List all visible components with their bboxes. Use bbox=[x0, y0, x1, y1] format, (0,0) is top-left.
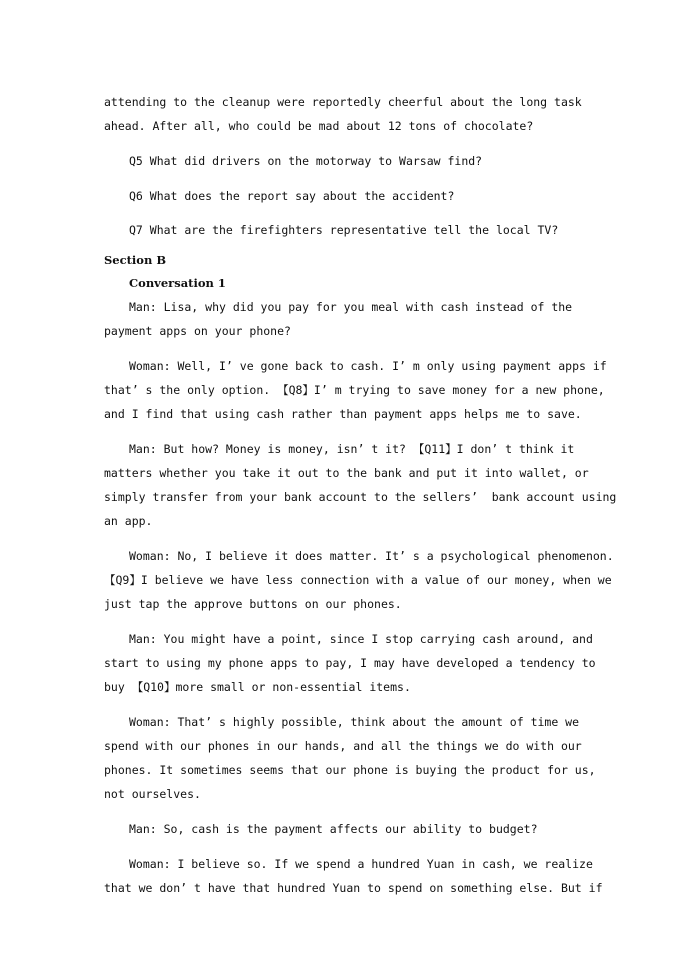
paragraph-line: and I find that using cash rather than payment apps helps me to save. bbox=[104, 407, 582, 421]
question-q7: Q7 What are the firefighters representative tell the local TV? bbox=[129, 223, 559, 237]
paragraph-line: matters whether you take it out to the bank and put it into wallet, or bbox=[104, 466, 589, 480]
paragraph-line: Man: You might have a point, since I stop carrying cash around, and bbox=[129, 632, 593, 646]
section-heading: Section B bbox=[104, 253, 167, 267]
paragraph-line: Woman: That’ s highly possible, think about the amount of time we bbox=[129, 715, 580, 729]
paragraph-line: Woman: Well, I’ ve gone back to cash. I’ m only using payment apps if bbox=[129, 359, 607, 373]
paragraph-line: Woman: I believe so. If we spend a hundred Yuan in cash, we realize bbox=[129, 857, 593, 871]
paragraph-line: simply transfer from your bank account to the sellers’ bank account using bbox=[104, 490, 617, 504]
question-q5: Q5 What did drivers on the motorway to Warsaw find? bbox=[129, 154, 483, 168]
paragraph-line: that’ s the only option. 【Q8】I’ m trying to save money for a new phone, bbox=[104, 383, 605, 397]
paragraph-line: just tap the approve buttons on our phones. bbox=[104, 597, 402, 611]
question-q6: Q6 What does the report say about the accident? bbox=[129, 189, 455, 203]
paragraph-line: Woman: No, I believe it does matter. It’ s a psychological phenomenon. bbox=[129, 549, 614, 563]
paragraph-line: Man: Lisa, why did you pay for you meal with cash instead of the bbox=[129, 300, 573, 314]
paragraph-line: not ourselves. bbox=[104, 787, 201, 801]
intro-line: ahead. After all, who could be mad about 12 tons of chocolate? bbox=[104, 119, 534, 133]
paragraph-line: that we don’ t have that hundred Yuan to spend on something else. But if bbox=[104, 881, 603, 895]
paragraph-line: Man: So, cash is the payment affects our ability to budget? bbox=[129, 822, 538, 836]
conversation-heading: Conversation 1 bbox=[129, 276, 226, 290]
paragraph-line: an app. bbox=[104, 514, 153, 528]
paragraph-line: phones. It sometimes seems that our phone is buying the product for us, bbox=[104, 763, 596, 777]
paragraph-line: buy 【Q10】more small or non-essential items. bbox=[104, 680, 411, 694]
paragraph-line: payment apps on your phone? bbox=[104, 324, 291, 338]
paragraph-line: start to using my phone apps to pay, I may have developed a tendency to bbox=[104, 656, 596, 670]
intro-line: attending to the cleanup were reportedly cheerful about the long task bbox=[104, 95, 582, 109]
paragraph-line: 【Q9】I believe we have less connection with a value of our money, when we bbox=[104, 573, 612, 587]
paragraph-line: Man: But how? Money is money, isn’ t it? 【Q11】I don’ t think it bbox=[129, 442, 575, 456]
paragraph-line: spend with our phones in our hands, and all the things we do with our bbox=[104, 739, 582, 753]
